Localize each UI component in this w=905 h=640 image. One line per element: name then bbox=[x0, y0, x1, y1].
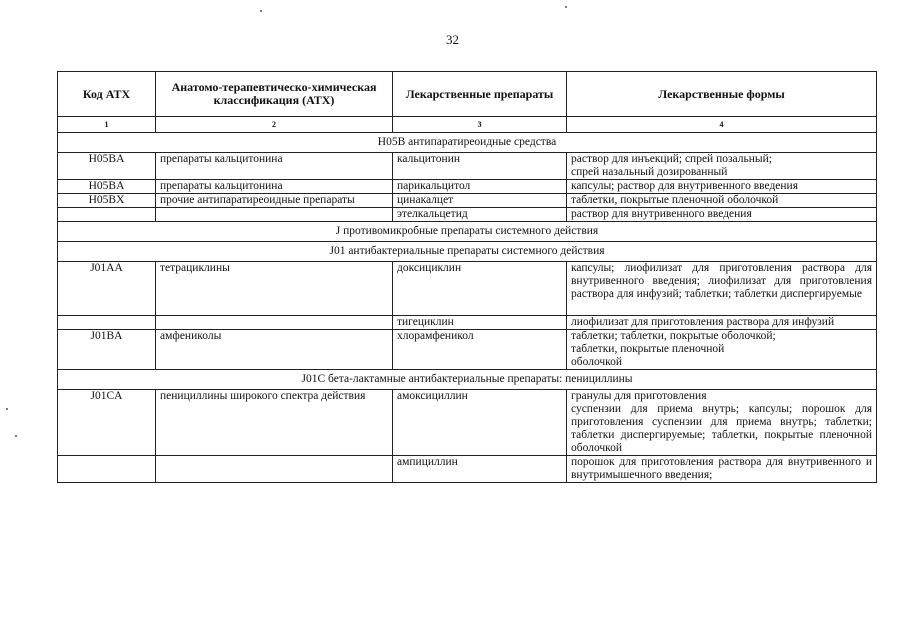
column-number-row bbox=[58, 117, 877, 133]
column-number: 3 bbox=[393, 117, 567, 133]
forms-text: гранулы для приготовления суспензии для приема внутрь; капсулы; порошок для приготовления суспензии для приема внутрь; таблетки; таблетки диспергируемые; таблетки, покрытые пленочной оболочкой bbox=[571, 390, 872, 454]
classification-cell bbox=[156, 208, 393, 222]
table-row bbox=[58, 208, 877, 222]
group-title: J01 антибактериальные препараты системного действия bbox=[58, 242, 877, 262]
forms-cell: раствор для внутривенного введения bbox=[567, 208, 877, 222]
column-number: 4 bbox=[567, 117, 877, 133]
scan-speck bbox=[260, 10, 262, 12]
classification-cell bbox=[156, 456, 393, 483]
table-row bbox=[58, 316, 877, 330]
classification-cell bbox=[156, 316, 393, 330]
header-classification: Анатомо-терапевтическо-химическая классификация (АТХ) bbox=[156, 72, 393, 117]
table-row bbox=[58, 194, 877, 208]
classification-cell: амфениколы bbox=[156, 330, 393, 370]
header-drugs: Лекарственные препараты bbox=[393, 72, 567, 117]
forms-cell: порошок для приготовления раствора для внутривенного и внутримышечного введения; bbox=[567, 456, 877, 483]
group-row bbox=[58, 222, 877, 242]
drug-cell: хлорамфеникол bbox=[393, 330, 567, 370]
drug-cell: цинакалцет bbox=[393, 194, 567, 208]
forms-text: таблетки; таблетки, покрытые оболочкой; таблетки, покрытые пленочной оболочкой bbox=[571, 330, 776, 368]
drug-cell: доксициклин bbox=[393, 262, 567, 316]
column-number: 1 bbox=[58, 117, 156, 133]
forms-cell bbox=[567, 153, 877, 180]
atx-code-cell: J01CA bbox=[58, 390, 156, 456]
forms-cell bbox=[567, 390, 877, 456]
table-row bbox=[58, 153, 877, 180]
classification-cell: препараты кальцитонина bbox=[156, 180, 393, 194]
drug-cell: тигециклин bbox=[393, 316, 567, 330]
scan-speck bbox=[565, 6, 567, 8]
atx-code-cell: J01BA bbox=[58, 330, 156, 370]
drug-cell: этелкальцетид bbox=[393, 208, 567, 222]
table-row bbox=[58, 330, 877, 370]
atx-code-cell: J01AA bbox=[58, 262, 156, 316]
classification-cell: пенициллины широкого спектра действия bbox=[156, 390, 393, 456]
group-row bbox=[58, 370, 877, 390]
header-forms: Лекарственные формы bbox=[567, 72, 877, 117]
drug-cell: парикальцитол bbox=[393, 180, 567, 194]
atx-code-cell bbox=[58, 208, 156, 222]
forms-cell bbox=[567, 330, 877, 370]
atx-code-cell: H05BA bbox=[58, 153, 156, 180]
group-title: J01C бета-лактамные антибактериальные препараты: пенициллины bbox=[58, 370, 877, 390]
atx-drug-table bbox=[57, 71, 877, 483]
forms-cell: лиофилизат для приготовления раствора для инфузий bbox=[567, 316, 877, 330]
forms-text: капсулы; лиофилизат для приготовления раствора для внутривенного введения; лиофилизат для приготовления раствора для инфузий; таблетки; таблетки диспергируемые bbox=[571, 262, 872, 300]
forms-cell bbox=[567, 262, 877, 316]
group-title: H05B антипаратиреоидные средства bbox=[58, 133, 877, 153]
table-row bbox=[58, 262, 877, 316]
drug-cell: амоксициллин bbox=[393, 390, 567, 456]
atx-code-cell: H05BX bbox=[58, 194, 156, 208]
scan-speck bbox=[15, 435, 17, 437]
page-number: 32 bbox=[446, 32, 459, 47]
forms-text: раствор для инъекций; спрей позальный; спрей назальный дозированный bbox=[571, 153, 772, 178]
table-row bbox=[58, 390, 877, 456]
classification-cell: препараты кальцитонина bbox=[156, 153, 393, 180]
group-row bbox=[58, 133, 877, 153]
forms-cell: таблетки, покрытые пленочной оболочкой bbox=[567, 194, 877, 208]
atx-code-cell: H05BA bbox=[58, 180, 156, 194]
drug-cell: ампициллин bbox=[393, 456, 567, 483]
classification-cell: тетрациклины bbox=[156, 262, 393, 316]
column-number: 2 bbox=[156, 117, 393, 133]
table-row bbox=[58, 180, 877, 194]
atx-code-cell bbox=[58, 456, 156, 483]
forms-cell: капсулы; раствор для внутривенного введения bbox=[567, 180, 877, 194]
header-code: Код ATX bbox=[58, 72, 156, 117]
classification-cell: прочие антипаратиреоидные препараты bbox=[156, 194, 393, 208]
scan-speck bbox=[6, 408, 8, 410]
drug-cell: кальцитонин bbox=[393, 153, 567, 180]
atx-code-cell bbox=[58, 316, 156, 330]
table-row bbox=[58, 456, 877, 483]
table-header-row bbox=[58, 72, 877, 117]
group-title: J противомикробные препараты системного действия bbox=[58, 222, 877, 242]
group-row bbox=[58, 242, 877, 262]
